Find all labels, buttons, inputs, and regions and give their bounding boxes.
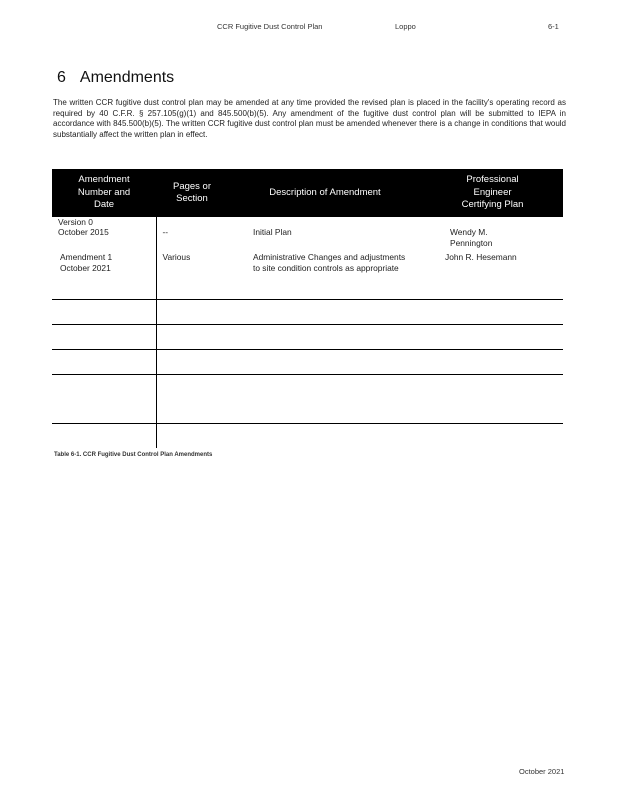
- table-row: [52, 375, 563, 424]
- row1-amendment: Amendment 1: [60, 252, 113, 262]
- header-amendment-number-date: Amendment Number and Date: [52, 169, 156, 217]
- table-row: [52, 325, 563, 350]
- row1-date: October 2021: [60, 263, 111, 273]
- table-caption: Table 6-1. CCR Fugitive Dust Control Plan Amendments: [54, 452, 213, 458]
- cell-amendment: [52, 217, 156, 300]
- table-row: [52, 350, 563, 375]
- section-body-paragraph: The written CCR fugitive dust control plan may be amended at any time provided the revised plan is placed in the facility's operating record as required by 40 C.F.R. § 257.105(g)(1) and 845.500(b)(5). Any amendment of the fugitive dust control plan will be submitted to IEPA in accordance with 845.500(b)(5). The written CCR fugitive dust control plan must be amended whenever there is a change in conditions that would substantially affect the written plan in effect.: [53, 98, 566, 140]
- header-page-number: 6-1: [548, 22, 559, 31]
- row0-pages: --: [162, 227, 169, 237]
- table-row: [52, 217, 563, 300]
- row0-engineer-line1: Wendy M.: [450, 227, 488, 237]
- row1-description-line1: Administrative Changes and adjustments: [253, 252, 406, 262]
- row0-engineer-line2: Pennington: [450, 238, 493, 248]
- header-pages-section: Pages or Section: [156, 169, 228, 217]
- header-company: Loppo: [395, 22, 416, 31]
- table-row: [52, 300, 563, 325]
- table-row: [52, 424, 563, 449]
- row1-pages: Various: [162, 252, 191, 262]
- page-footer-date: October 2021: [519, 767, 565, 776]
- row0-amendment: Version 0: [58, 217, 93, 227]
- cell-engineer: [422, 217, 563, 300]
- amendments-table: [52, 169, 563, 448]
- row1-description-line2: to site condition controls as appropriate: [253, 263, 399, 273]
- section-number: 6: [57, 69, 66, 86]
- section-heading: [57, 69, 174, 87]
- row1-engineer: John R. Hesemann: [445, 252, 517, 262]
- table-header-row: [52, 169, 563, 217]
- header-document-title: CCR Fugitive Dust Control Plan: [217, 22, 323, 31]
- cell-description: [228, 217, 422, 300]
- row0-description: Initial Plan: [253, 227, 292, 237]
- section-title: Amendments: [79, 69, 175, 86]
- header-engineer: Professional Engineer Certifying Plan: [422, 169, 563, 217]
- page-header: [0, 22, 618, 34]
- cell-pages: [156, 217, 228, 300]
- header-description: Description of Amendment: [228, 169, 422, 217]
- row0-date: October 2015: [58, 227, 109, 237]
